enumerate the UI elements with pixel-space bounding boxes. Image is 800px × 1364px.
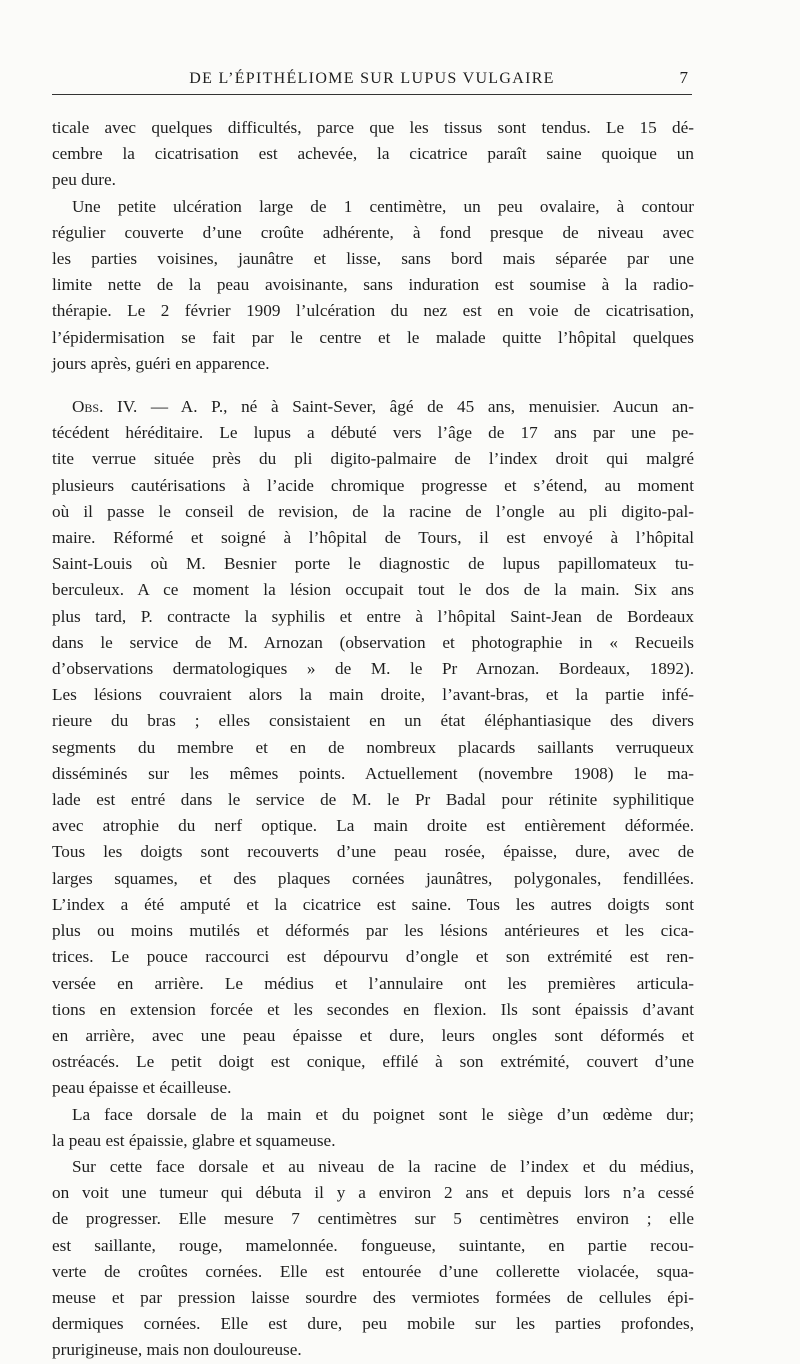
text-line: versée en arrière. Le médius et l’annulaire ont les premières articula-	[52, 973, 694, 993]
text-line: on voit une tumeur qui débuta il y a environ 2 ans et depuis lors n’a cessé	[52, 1183, 694, 1203]
text-line: Sur cette face dorsale et au niveau de la racine de l’index et du médius,	[72, 1156, 694, 1176]
paragraph	[52, 194, 694, 377]
text-line: larges squames, et des plaques cornées jaunâtres, polygonales, fendillées.	[52, 868, 694, 888]
text-line: tite verrue située près du pli digito-palmaire de l’index droit qui malgré	[52, 449, 694, 469]
observation-label: Obs. IV.	[72, 397, 138, 417]
text-line: d’observations dermatologiques » de M. le Pr Arnozan. Bordeaux, 1892).	[52, 659, 694, 679]
text-line: cembre la cicatrisation est achevée, la cicatrice paraît saine quoique un	[52, 144, 694, 164]
running-title: DE L’ÉPITHÉLIOME SUR LUPUS VULGAIRE	[189, 70, 555, 87]
observation-paragraph	[52, 394, 694, 1101]
text-line: l’épidermisation se fait par le centre et le malade quitte l’hôpital quelques	[52, 327, 694, 347]
text-line: de progresser. Elle mesure 7 centimètres sur 5 centimètres environ ; elle	[52, 1209, 694, 1229]
text-line: en arrière, avec une peau épaisse et dure, leurs ongles sont déformés et	[52, 1025, 694, 1045]
text-line: dermiques cornées. Elle est dure, peu mobile sur les parties profondes,	[52, 1314, 694, 1334]
text-line: dans le service de M. Arnozan (observation et photographie in « Recueils	[52, 632, 694, 652]
text-line: la peau est épaissie, glabre et squameuse.	[52, 1130, 336, 1150]
text-line: plusieurs cautérisations à l’acide chromique progresse et s’étend, au moment	[52, 475, 694, 495]
paragraph	[52, 115, 694, 194]
text-line: verte de croûtes cornées. Elle est entourée d’une collerette violacée, squa-	[52, 1261, 694, 1281]
page-number: 7	[679, 68, 688, 87]
text-line: segments du membre et en de nombreux placards saillants verruqueux	[52, 737, 694, 757]
text-line: tions en extension forcée et les secondes en flexion. Ils sont épaissis d’avant	[52, 999, 694, 1019]
text-line: Les lésions couvraient alors la main droite, l’avant-bras, et la partie infé-	[52, 685, 694, 705]
text-line: rieure du bras ; elles consistaient en un état éléphantiasique des divers	[52, 711, 694, 731]
text-line: jours après, guéri en apparence.	[52, 353, 270, 373]
text-line: peau épaisse et écailleuse.	[52, 1078, 232, 1098]
text-line: ticale avec quelques difficultés, parce que les tissus sont tendus. Le 15 dé-	[52, 118, 694, 137]
text-line: Une petite ulcération large de 1 centimètre, un peu ovalaire, à contour	[72, 196, 694, 216]
text-line: peu dure.	[52, 170, 116, 190]
text-line: L’index a été amputé et la cicatrice est saine. Tous les autres doigts sont	[52, 894, 694, 914]
text-line: berculeux. A ce moment la lésion occupait tout le dos de la main. Six ans	[52, 580, 694, 600]
text-line: plus tard, P. contracte la syphilis et entre à l’hôpital Saint-Jean de Bordeaux	[52, 606, 694, 626]
text-line: où il passe le conseil de revision, de la racine de l’ongle au pli digito-pal-	[52, 501, 694, 521]
paragraph	[52, 1102, 694, 1154]
text-line: disséminés sur les mêmes points. Actuellement (novembre 1908) le ma-	[52, 763, 694, 783]
text-line: técédent héréditaire. Le lupus a débuté vers l’âge de 17 ans par une pe-	[52, 423, 694, 443]
text-line: meuse et par pression laisse sourdre des vermiotes formées de cellules épi-	[52, 1287, 694, 1307]
body-text	[52, 115, 694, 1364]
text-line: avec atrophie du nerf optique. La main droite est entièrement déformée.	[52, 816, 694, 836]
text-line: ostréacés. Le petit doigt est conique, effilé à son extrémité, couvert d’une	[52, 1052, 694, 1072]
text-line: trices. Le pouce raccourci est dépourvu d’ongle et son extrémité est ren-	[52, 947, 694, 967]
paragraph-spacer	[52, 377, 694, 394]
text-line: Saint-Louis où M. Besnier porte le diagnostic de lupus papillomateux tu-	[52, 554, 694, 574]
running-header	[52, 64, 692, 95]
text-line: maire. Réformé et soigné à l’hôpital de Tours, il est envoyé à l’hôpital	[52, 528, 694, 548]
text-line: est saillante, rouge, mamelonnée. fongueuse, suintante, en partie recou-	[52, 1235, 694, 1255]
text-line: Tous les doigts sont recouverts d’une peau rosée, épaisse, dure, avec de	[52, 842, 694, 862]
text-line: les parties voisines, jaunâtre et lisse, sans bord mais séparée par une	[52, 249, 694, 269]
text-line: limite nette de la peau avoisinante, sans induration est soumise à la radio-	[52, 275, 694, 295]
text-line: régulier couverte d’une croûte adhérente, à fond presque de niveau avec	[52, 222, 694, 242]
text-line: lade est entré dans le service de M. le Pr Badal pour rétinite syphilitique	[52, 790, 694, 810]
text-line	[52, 394, 694, 420]
text-line: thérapie. Le 2 février 1909 l’ulcération du nez est en voie de cicatrisation,	[52, 301, 694, 321]
text-line: plus ou moins mutilés et déformés par les lésions antérieures et les cica-	[52, 921, 694, 941]
text-line: La face dorsale de la main et du poignet sont le siège d’un œdème dur;	[72, 1104, 694, 1124]
paragraph	[52, 1154, 694, 1364]
text-line: prurigineuse, mais non douloureuse.	[52, 1340, 302, 1360]
observation-intro: — A. P., né à Saint-Sever, âgé de 45 ans, menuisier. Aucun an-	[137, 397, 694, 417]
